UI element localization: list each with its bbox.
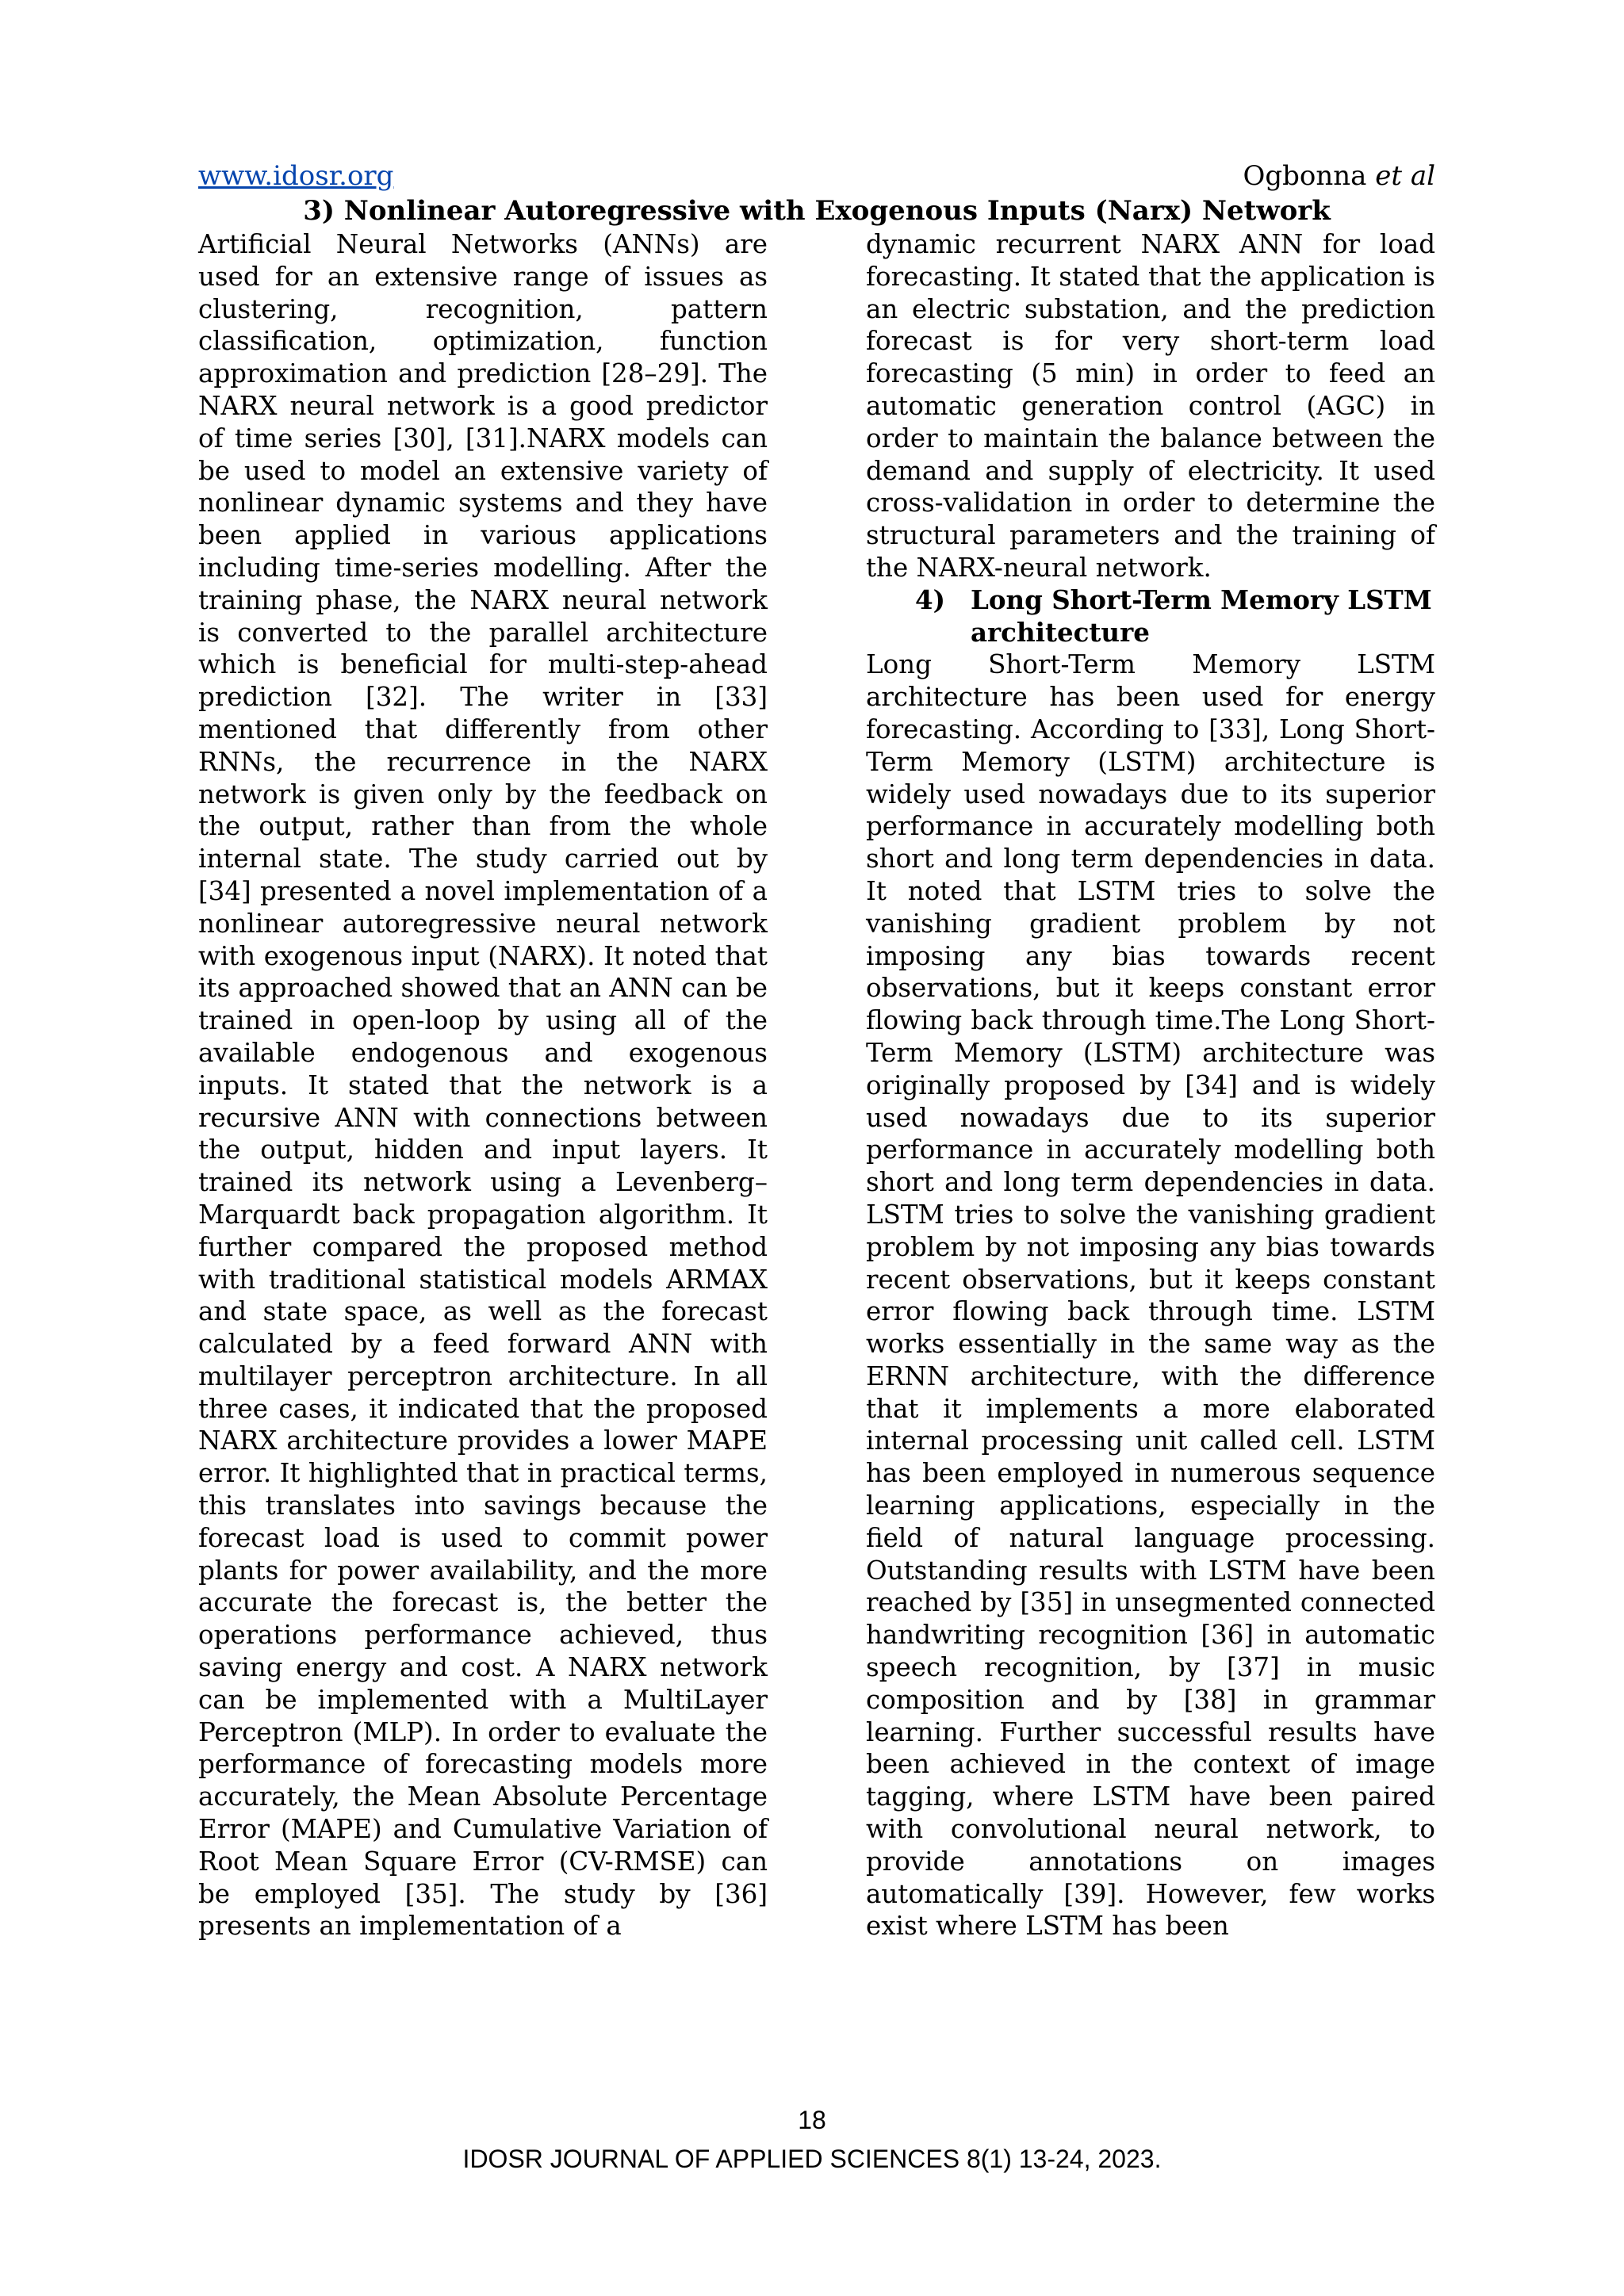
left-column (198, 228, 768, 1942)
section-3-paragraph-continued: dynamic recurrent NARX ANN for load forecasting. It stated that the application is an electric substation, and the prediction forecast is for very short-term load forecasting (5 min) in order to feed an automatic generation control (AGC) in order to maintain the balance between the demand and supply of electricity. It used cross-validation in order to determine the structural parameters and the training of the NARX-neural network. (866, 229, 1435, 583)
site-link[interactable]: www.idosr.org (198, 160, 394, 192)
page-number: 18 (798, 2106, 826, 2134)
section-4-heading (866, 584, 1435, 649)
section-4-paragraph: Long Short-Term Memory LSTM architecture has been used for energy forecasting. According to [33], Long Short-Term Memory (LSTM) architecture is widely used nowadays due to its superior performance in accurately modelling both short and long term dependencies in data. It noted that LSTM tries to solve the vanishing gradient problem by not imposing any bias towards recent observations, but it keeps constant error flowing back through time.The Long Short-Term Memory (LSTM) architecture was originally proposed by [34] and is widely used nowadays due to its superior performance in accurately modelling both short and long term dependencies in data. LSTM tries to solve the vanishing gradient problem by not imposing any bias towards recent observations, but it keeps constant error flowing back through time. LSTM works essentially in the same way as the ERNN architecture, with the difference that it implements a more elaborated internal processing unit called cell. LSTM has been employed in numerous sequence learning applications, especially in the field of natural language processing. Outstanding results with LSTM have been reached by [35] in unsegmented connected handwriting recognition [36] in automatic speech recognition, by [37] in music composition and by [38] in grammar learning. Further successful results have been achieved in the context of image tagging, where LSTM have been paired with convolutional neural network, to provide annotations on images automatically [39]. However, few works exist where LSTM has been (866, 649, 1435, 1942)
running-header-author (1243, 159, 1435, 193)
author-name: Ogbonna (1243, 160, 1367, 192)
section-3-heading: 3) Nonlinear Autoregressive with Exogenous Inputs (Narx) Network (303, 195, 1331, 227)
author-et-al: et al (1375, 160, 1435, 192)
section-4-title: Long Short-Term Memory LSTM architecture (971, 584, 1432, 648)
journal-footer: IDOSR JOURNAL OF APPLIED SCIENCES 8(1) 13-24, 2023. (462, 2145, 1162, 2173)
section-3-paragraph: Artificial Neural Networks (ANNs) are used for an extensive range of issues as clustering, recognition, pattern classification, optimization, function approximation and prediction [28–29]. The NARX neural network is a good predictor of time series [30], [31].NARX models can be used to model an extensive variety of nonlinear dynamic systems and they have been applied in various applications including time-series modelling. After the training phase, the NARX neural network is converted to the parallel architecture which is beneficial for multi-step-ahead prediction [32]. The writer in [33] mentioned that differently from other RNNs, the recurrence in the NARX network is given only by the feedback on the output, rather than from the whole internal state. The study carried out by [34] presented a novel implementation of a nonlinear autoregressive neural network with exogenous input (NARX). It noted that its approached showed that an ANN can be trained in open-loop by using all of the available endogenous and exogenous inputs. It stated that the network is a recursive ANN with connections between the output, hidden and input layers. It trained its network using a Levenberg–Marquardt back propagation algorithm. It further compared the proposed method with traditional statistical models ARMAX and state space, as well as the forecast calculated by a feed forward ANN with multilayer perceptron architecture. In all three cases, it indicated that the proposed NARX architecture provides a lower MAPE error. It highlighted that in practical terms, this translates into savings because the forecast load is used to commit power plants for power availability, and the more accurate the forecast is, the better the operations performance achieved, thus saving energy and cost. A NARX network can be implemented with a MultiLayer Perceptron (MLP). In order to evaluate the performance of forecasting models more accurately, the Mean Absolute Percentage Error (MAPE) and Cumulative Variation of Root Mean Square Error (CV-RMSE) can be employed [35]. The study by [36] presents an implementation of a (198, 229, 768, 1942)
right-column (866, 228, 1435, 1942)
section-4-number: 4) (915, 584, 945, 615)
